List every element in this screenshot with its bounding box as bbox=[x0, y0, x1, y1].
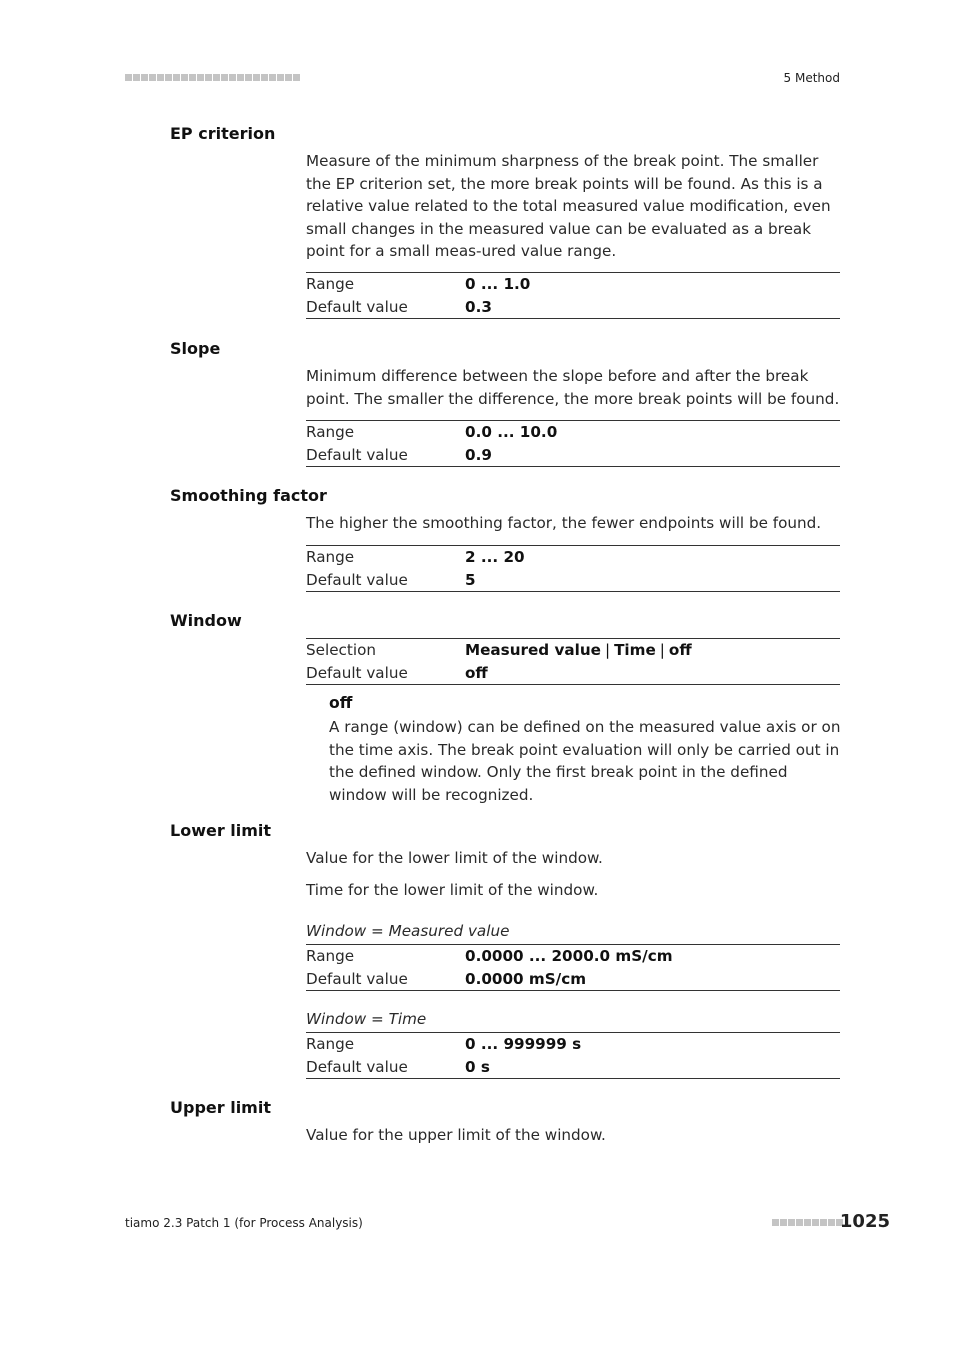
default-label: Default value bbox=[306, 445, 408, 464]
default-value: off bbox=[465, 663, 488, 682]
heading-smoothing-factor: Smoothing factor bbox=[170, 486, 327, 505]
caption-measured-value: Window = Measured value bbox=[306, 922, 510, 940]
footer-product: tiamo 2.3 Patch 1 (for Process Analysis) bbox=[125, 1216, 363, 1230]
smoothing-description: The higher the smoothing factor, the fewer endpoints will be found. bbox=[306, 514, 822, 532]
default-label: Default value bbox=[306, 969, 408, 988]
range-value: 0.0 ... 10.0 bbox=[465, 423, 558, 441]
upper-limit-description: Value for the upper limit of the window. bbox=[306, 1126, 606, 1144]
heading-upper-limit: Upper limit bbox=[170, 1098, 271, 1117]
header-decoration bbox=[125, 72, 300, 82]
option-measured-value: Measured value bbox=[465, 641, 601, 659]
default-value: 0 s bbox=[465, 1057, 490, 1076]
ep-criterion-table bbox=[306, 272, 840, 319]
smoothing-table bbox=[306, 545, 840, 592]
range-label: Range bbox=[306, 423, 355, 441]
slope-table bbox=[306, 420, 840, 467]
lower-limit-text-time: Time for the lower limit of the window. bbox=[306, 881, 599, 899]
range-label: Range bbox=[306, 548, 355, 566]
ep-criterion-description: Measure of the minimum sharpness of the break point. The smaller the EP criterion set, the more break points will be found. As this is a relative value related to the total measured value modification, even small changes in the measured value can be evaluated as a break point for a small meas-ured value range. bbox=[306, 152, 831, 260]
range-value: 0 ... 999999 s bbox=[465, 1035, 582, 1053]
option-separator: | bbox=[604, 641, 611, 659]
default-label: Default value bbox=[306, 663, 408, 682]
range-value: 2 ... 20 bbox=[465, 548, 525, 566]
range-label: Range bbox=[306, 1035, 355, 1053]
heading-ep-criterion: EP criterion bbox=[170, 124, 276, 143]
option-off-heading: off bbox=[329, 694, 353, 712]
lower-limit-time-table bbox=[306, 1032, 840, 1079]
range-value: 0.0000 ... 2000.0 mS/cm bbox=[465, 947, 673, 965]
default-value: 5 bbox=[465, 570, 476, 589]
default-label: Default value bbox=[306, 1057, 408, 1076]
lower-limit-mv-table bbox=[306, 944, 840, 991]
option-off: off bbox=[668, 641, 692, 659]
header-section-title: 5 Method bbox=[783, 71, 840, 85]
slope-description: Minimum difference between the slope before and after the break point. The smaller the difference, the more break points will be found. bbox=[306, 367, 840, 408]
heading-slope: Slope bbox=[170, 339, 221, 358]
caption-time: Window = Time bbox=[306, 1010, 427, 1028]
default-label: Default value bbox=[306, 297, 408, 316]
default-value: 0.0000 mS/cm bbox=[465, 969, 587, 988]
range-label: Range bbox=[306, 275, 355, 293]
footer-decoration bbox=[772, 1219, 843, 1226]
default-value: 0.3 bbox=[465, 297, 492, 316]
page-number: 1025 bbox=[839, 1211, 890, 1232]
option-off-description: A range (window) can be defined on the measured value axis or on the time axis. The break point evaluation will only be carried out in the defined window. Only the first break point in the defined window will be recognized. bbox=[329, 718, 841, 804]
window-table bbox=[306, 638, 840, 685]
default-value: 0.9 bbox=[465, 445, 492, 464]
lower-limit-text-value: Value for the lower limit of the window. bbox=[306, 849, 603, 867]
range-value: 0 ... 1.0 bbox=[465, 275, 531, 293]
option-time: Time bbox=[614, 641, 656, 659]
range-label: Range bbox=[306, 947, 355, 965]
heading-window: Window bbox=[170, 611, 242, 630]
option-separator: | bbox=[659, 641, 665, 659]
selection-options bbox=[465, 639, 840, 662]
selection-label: Selection bbox=[306, 641, 376, 659]
heading-lower-limit: Lower limit bbox=[170, 821, 272, 840]
default-label: Default value bbox=[306, 570, 408, 589]
